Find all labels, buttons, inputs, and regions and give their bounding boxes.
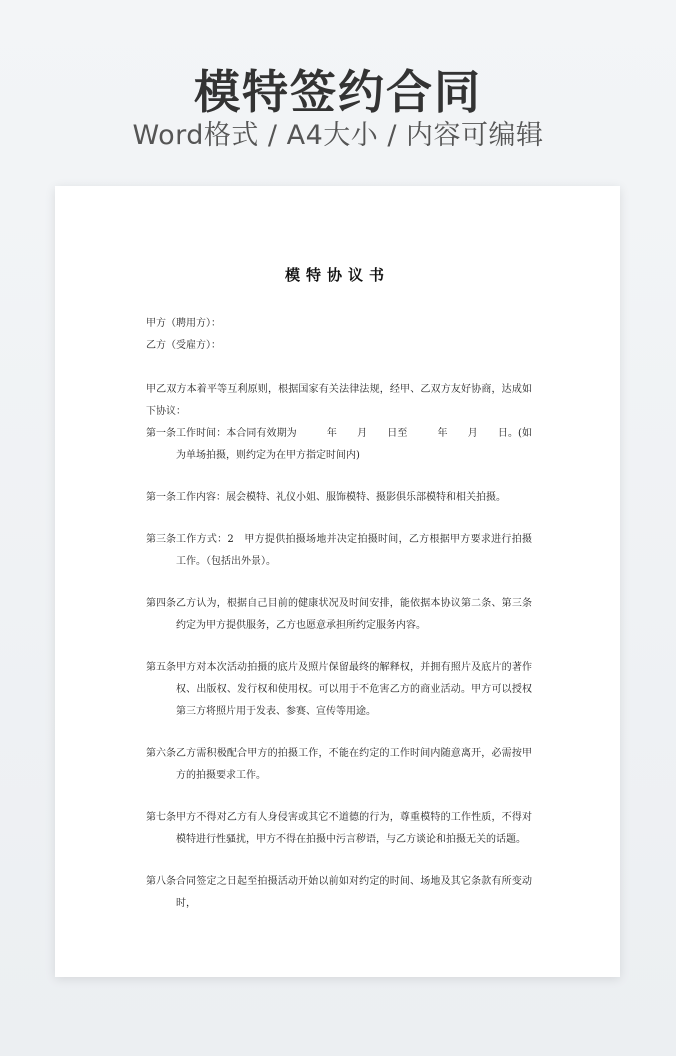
clause-label: 第三条 bbox=[146, 534, 176, 545]
clause-label: 第四条 bbox=[146, 598, 176, 609]
document-body bbox=[146, 313, 532, 915]
document-title: 模特协议书 bbox=[284, 266, 390, 284]
clause-label: 第一条 bbox=[146, 492, 176, 503]
clause-label: 第五条 bbox=[146, 662, 176, 673]
clause-text: 甲方不得对乙方有人身侵害或其它不道德的行为，尊重模特的工作性质，不得对模特进行性骚扰，甲方不得在拍摄中污言秽语，与乙方谈论和拍摄无关的话题。 bbox=[176, 812, 532, 845]
document-page bbox=[55, 186, 620, 977]
clause-text: 乙方需积极配合甲方的拍摄工作，不能在约定的工作时间内随意离开，必需按甲方的拍摄要求工作。 bbox=[176, 748, 532, 781]
clause-3 bbox=[146, 529, 532, 573]
banner-title: 模特签约合同 bbox=[194, 65, 482, 119]
clause-1 bbox=[146, 423, 532, 467]
clause-label: 第七条 bbox=[146, 812, 176, 823]
clause-label: 第六条 bbox=[146, 748, 176, 759]
clause-4 bbox=[146, 593, 532, 637]
clause-label: 第一条 bbox=[146, 428, 176, 439]
clause-text: 乙方认为，根据自己目前的健康状况及时间安排，能依据本协议第二条、第三条约定为甲方提供服务，乙方也愿意承担所约定服务内容。 bbox=[176, 598, 532, 631]
clause-label: 第八条 bbox=[146, 876, 176, 887]
banner-subtitle: Word格式 / A4大小 / 内容可编辑 bbox=[132, 120, 544, 151]
clause-6 bbox=[146, 743, 532, 787]
clause-7 bbox=[146, 807, 532, 851]
clause-text: 合同签定之日起至拍摄活动开始以前如对约定的时间、场地及其它条款有所变动时， bbox=[176, 876, 532, 909]
clause-2 bbox=[146, 487, 532, 509]
clause-8 bbox=[146, 871, 532, 915]
clause-text: 工作内容：展会模特、礼仪小姐、服饰模特、摄影俱乐部模特和相关拍摄。 bbox=[176, 492, 506, 503]
clause-text: 工作方式：2 甲方提供拍摄场地并决定拍摄时间，乙方根据甲方要求进行拍摄工作。（包括出外景）。 bbox=[176, 534, 532, 567]
party-b-line: 乙方（受雇方）： bbox=[146, 340, 221, 351]
clause-5 bbox=[146, 657, 532, 723]
clause-text: 工作时间：本合同有效期为 年 月 日至 年 月 日。(如为单场拍摄，则约定为在甲方指定时间内) bbox=[176, 428, 532, 461]
party-a-line: 甲方（聘用方）： bbox=[146, 318, 221, 329]
intro-paragraph: 甲乙双方本着平等互利原则，根据国家有关法律法规，经甲、乙双方友好协商，达成如下协议： bbox=[146, 384, 532, 417]
clause-text: 甲方对本次活动拍摄的底片及照片保留最终的解释权，并拥有照片及底片的著作权、出版权、发行权和使用权。可以用于不危害乙方的商业活动。甲方可以授权第三方将照片用于发表、参赛、宣传等用途。 bbox=[176, 662, 532, 717]
